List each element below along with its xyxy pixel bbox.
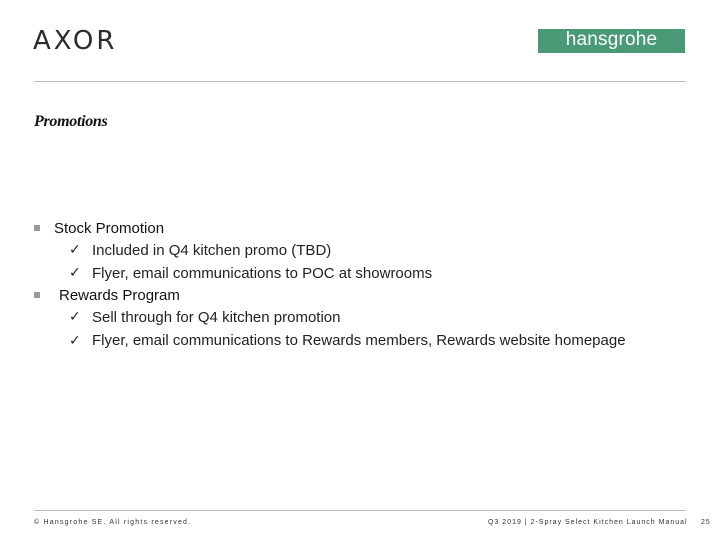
checkmark-icon: ✓ [69, 309, 81, 325]
sub-bullet-text: Flyer, email communications to Rewards members, Rewards website homepage [92, 332, 626, 349]
sub-bullet-text: Sell through for Q4 kitchen promotion [92, 309, 341, 326]
document-info: Q3 2019 | 2-Spray Select Kitchen Launch Manual [488, 519, 688, 526]
bullet-label: Rewards Program [59, 287, 180, 304]
sub-bullet-item [34, 329, 634, 351]
square-bullet-icon [34, 292, 40, 298]
bullet-item [34, 285, 634, 306]
sub-bullet-item [34, 262, 634, 285]
slide-title: Promotions [34, 113, 108, 130]
hansgrohe-logo: hansgrohe [538, 29, 685, 53]
checkmark-icon: ✓ [69, 242, 81, 258]
sub-bullet-text: Included in Q4 kitchen promo (TBD) [92, 242, 332, 259]
bullet-list [34, 218, 634, 351]
sub-bullet-text: Flyer, email communications to POC at showrooms [92, 265, 433, 282]
axor-logo: AXOR [33, 26, 118, 56]
checkmark-icon: ✓ [69, 333, 81, 349]
page-number: 25 [701, 519, 711, 526]
copyright-text: © Hansgrohe SE. All rights reserved. [34, 519, 192, 526]
square-bullet-icon [34, 225, 40, 231]
bullet-label: Stock Promotion [54, 220, 165, 237]
bullet-item [34, 218, 634, 239]
header-divider [34, 81, 686, 82]
footer-divider [34, 510, 686, 511]
checkmark-icon: ✓ [69, 265, 81, 281]
sub-bullet-item [34, 239, 634, 262]
sub-bullet-item [34, 306, 634, 329]
